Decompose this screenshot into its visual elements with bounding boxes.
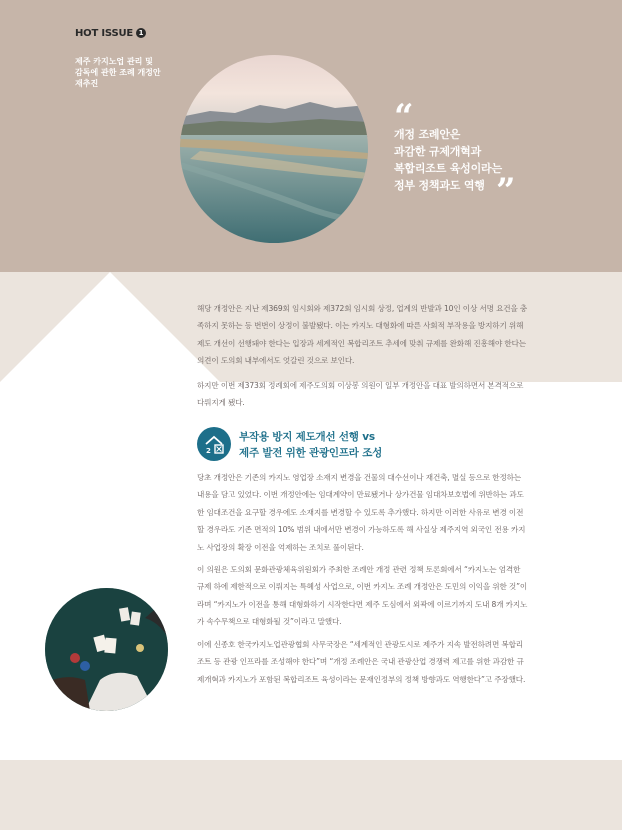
paragraph-5 (197, 636, 557, 688)
quote-close-icon: ” (496, 171, 516, 211)
text-line: 당초 개정안은 기존의 카지노 영업장 소재지 변경을 건물의 대수선이나 재건축, 멸실 등으로 한정하는 (197, 473, 522, 482)
text-line: 제개혁과 카지노가 포함된 복합리조트 육성이라는 문재인정부의 정책 방향과도 역행한다”고 주장했다. (197, 674, 526, 684)
footer-band (0, 760, 622, 830)
text-line: 내용을 담고 있었다. 이번 개정안에는 임대계약이 만료됐거나 상가건물 임대차보호법에 위반하는 과도 (197, 490, 524, 500)
text-line: 하지만 이번 제373회 정례회에 제주도의회 이상봉 의원이 일부 개정안을 대표 발의하면서 본격적으로 (197, 381, 524, 390)
paragraph-4 (197, 561, 557, 631)
hot-issue-text: HOT ISSUE (75, 28, 133, 39)
quote-open-icon: “ (394, 97, 414, 137)
subtitle-line: 감독에 관한 조례 개정안 (75, 68, 161, 77)
issue-number-badge: 1 (136, 28, 146, 38)
text-line: 한 임대조건을 요구할 경우에도 소재지를 변경할 수 있도록 추가했다. 하지만 이러한 사유로 변경 이전 (197, 507, 524, 517)
casino-table-photo (45, 588, 168, 711)
subtitle-line: 제주 카지노업 관리 및 (75, 57, 153, 66)
jeju-landscape-photo (180, 55, 368, 243)
hot-issue-label (75, 28, 146, 39)
text-line: 라며 “카지노가 이전을 통해 대형화하기 시작한다면 제주 도심에서 외곽에 이르기까지 도내 8개 카지노 (197, 599, 528, 609)
subtitle-line: 재추진 (75, 79, 99, 88)
section-title-line-1: 부작용 방지 제도개선 선행 vs (239, 431, 375, 443)
paragraph-3 (197, 469, 557, 556)
section-title-line-2: 제주 발전 위한 관광인프라 조성 (239, 447, 383, 459)
diagonal-shape (0, 272, 110, 382)
text-line: 해당 개정안은 지난 제369회 임시회와 제372회 임시회 상정, 업계의 반발과 10인 이상 서명 요건을 충 (197, 304, 528, 313)
quote-line: 과감한 규제개혁과 (394, 145, 482, 158)
paragraph-2 (197, 377, 557, 412)
text-line: 다뤄지게 됐다. (197, 398, 245, 408)
house-card-icon (197, 427, 231, 461)
text-line: 의견이 도의회 내부에서도 엇갈린 것으로 보인다. (197, 356, 355, 366)
text-line: 족하지 못하는 등 번번이 상정이 불발됐다. 이는 카지노 대형화에 따른 사회적 부작용을 방지하기 위해 (197, 321, 524, 331)
paragraph-1 (197, 300, 557, 370)
text-line: 규제 하에 제한적으로 이뤄지는 특혜성 사업으로, 이번 카지노 조례 개정안은 도민의 이익을 위한 것”이 (197, 582, 528, 592)
text-line: 이에 신종호 한국카지노업관광협회 사무국장은 “세계적인 관광도시로 제주가 지속 발전하려면 복합리 (197, 640, 523, 649)
text-line: 제도 개선이 선행돼야 한다는 입장과 세계적인 복합리조트 추세에 맞춰 규제를 완화해 진흥해야 한다는 (197, 338, 526, 348)
quote-line: 정부 정책과도 역행 (394, 179, 485, 192)
pull-quote (394, 97, 544, 211)
text-line: 조트 등 관광 인프라를 조성해야 한다”며 “개정 조례안은 국내 관광산업 경쟁력 제고를 위한 과감한 규 (197, 657, 524, 667)
text-line: 노 사업장의 확장 이전을 억제하는 조치로 풀이된다. (197, 542, 364, 552)
text-line: 이 의원은 도의회 문화관광체육위원회가 주최한 조례안 개정 관련 정책 토론회에서 “카지노는 엄격한 (197, 565, 521, 574)
svg-text:2: 2 (206, 447, 211, 455)
text-line: 가 속수무책으로 대형화될 것”이라고 말했다. (197, 617, 342, 627)
quote-line: 복합리조트 육성이라는 (394, 162, 502, 175)
article-subtitle (75, 56, 185, 89)
text-line: 할 경우라도 기존 면적의 10% 범위 내에서만 변경이 가능하도록 해 사실상 제주지역 외국인 전용 카지 (197, 525, 526, 535)
quote-line: 개정 조례안은 (394, 128, 461, 141)
